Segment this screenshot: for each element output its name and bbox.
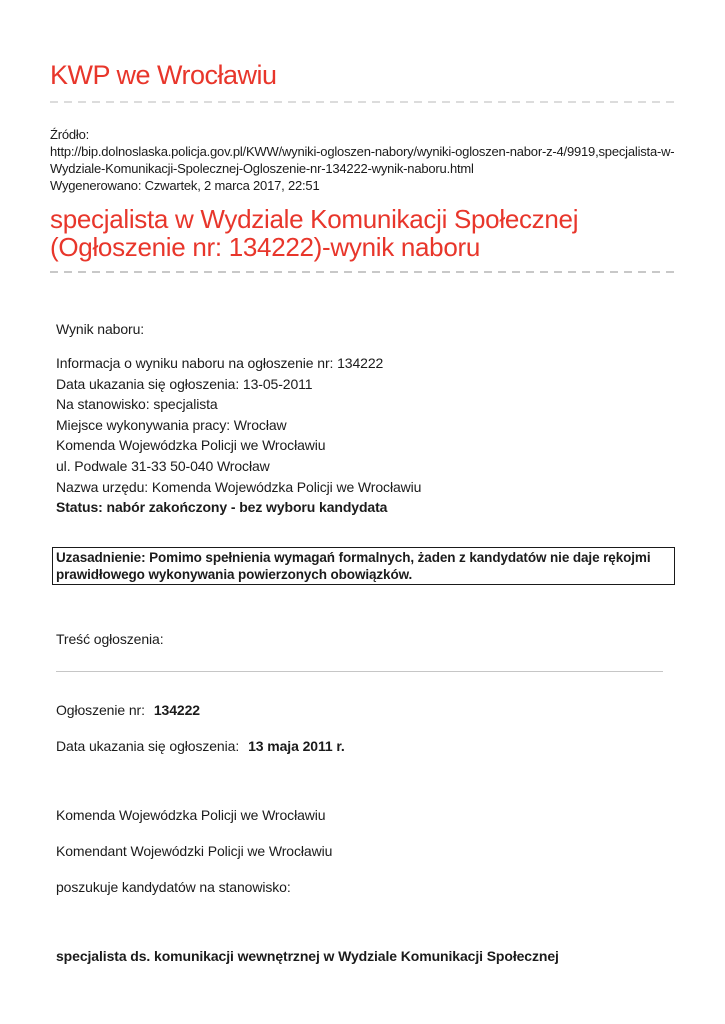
result-info-line: Informacja o wyniku naboru na ogłoszenie nr: 134222 [56, 355, 384, 371]
result-info-line: Miejsce wykonywania pracy: Wrocław [56, 416, 287, 433]
announcement-date-value: 13 maja 2011 r. [248, 737, 345, 754]
announcement-date-label: Data ukazania się ogłoszenia: [56, 737, 240, 754]
content-section-heading: Treść ogłoszenia: [56, 630, 164, 647]
source-url: http://bip.dolnoslaska.policja.gov.pl/KWW/wyniki-ogloszen-nabory/wyniki-ogloszen-nabor-z-4/9919,specjalista-w-Wydziale-Komunikacji-Spolecznej-Ogloszenie-nr-134222-wynik-naboru.html [50, 144, 675, 176]
dashed-divider-title [50, 271, 675, 273]
result-info-line: Komenda Wojewódzka Policji we Wrocławiu [56, 437, 326, 454]
intro-line: poszukuje kandydatów na stanowisko: [56, 878, 291, 895]
position-title-line: specjalista ds. komunikacji wewnętrznej w Wydziale Komunikacji Społecznej [56, 947, 559, 964]
result-info-line: Data ukazania się ogłoszenia: 13-05-2011 [56, 375, 313, 392]
announcement-number-value: 134222 [153, 701, 200, 718]
result-info-line: Nazwa urzędu: Komenda Wojewódzka Policji we Wrocławiu [56, 478, 422, 495]
result-info-block [56, 353, 675, 518]
announcement-number-line [56, 703, 675, 718]
issuer-line: Komendant Wojewódzki Policji we Wrocławiu [56, 842, 333, 859]
justification-box: Uzasadnienie: Pomimo spełnienia wymagań formalnych, żaden z kandydatów nie daje rękojmi prawidłowego wykonywania powierzonych obowiązków. [52, 547, 675, 585]
announcement-date-line [56, 739, 675, 754]
article-body [50, 319, 675, 964]
content-divider [56, 671, 663, 672]
site-header-title: KWP we Wrocławiu [50, 60, 277, 90]
announcement-number-label: Ogłoszenie nr: [56, 701, 145, 718]
result-info-line: ul. Podwale 31-33 50-040 Wrocław [56, 457, 270, 474]
dashed-divider-top [50, 101, 675, 103]
article-title: specjalista w Wydziale Komunikacji Społecznej (Ogłoszenie nr: 134222)-wynik naboru [50, 204, 579, 262]
organization-line: Komenda Wojewódzka Policji we Wrocławiu [56, 806, 326, 823]
result-info-line: Na stanowisko: specjalista [56, 396, 218, 413]
source-label: Źródło: [50, 127, 90, 142]
result-section-heading: Wynik naboru: [56, 321, 145, 337]
generated-timestamp: Wygenerowano: Czwartek, 2 marca 2017, 22:51 [50, 178, 320, 193]
source-block [50, 126, 675, 194]
status-line: Status: nabór zakończony - bez wyboru kandydata [56, 499, 388, 516]
